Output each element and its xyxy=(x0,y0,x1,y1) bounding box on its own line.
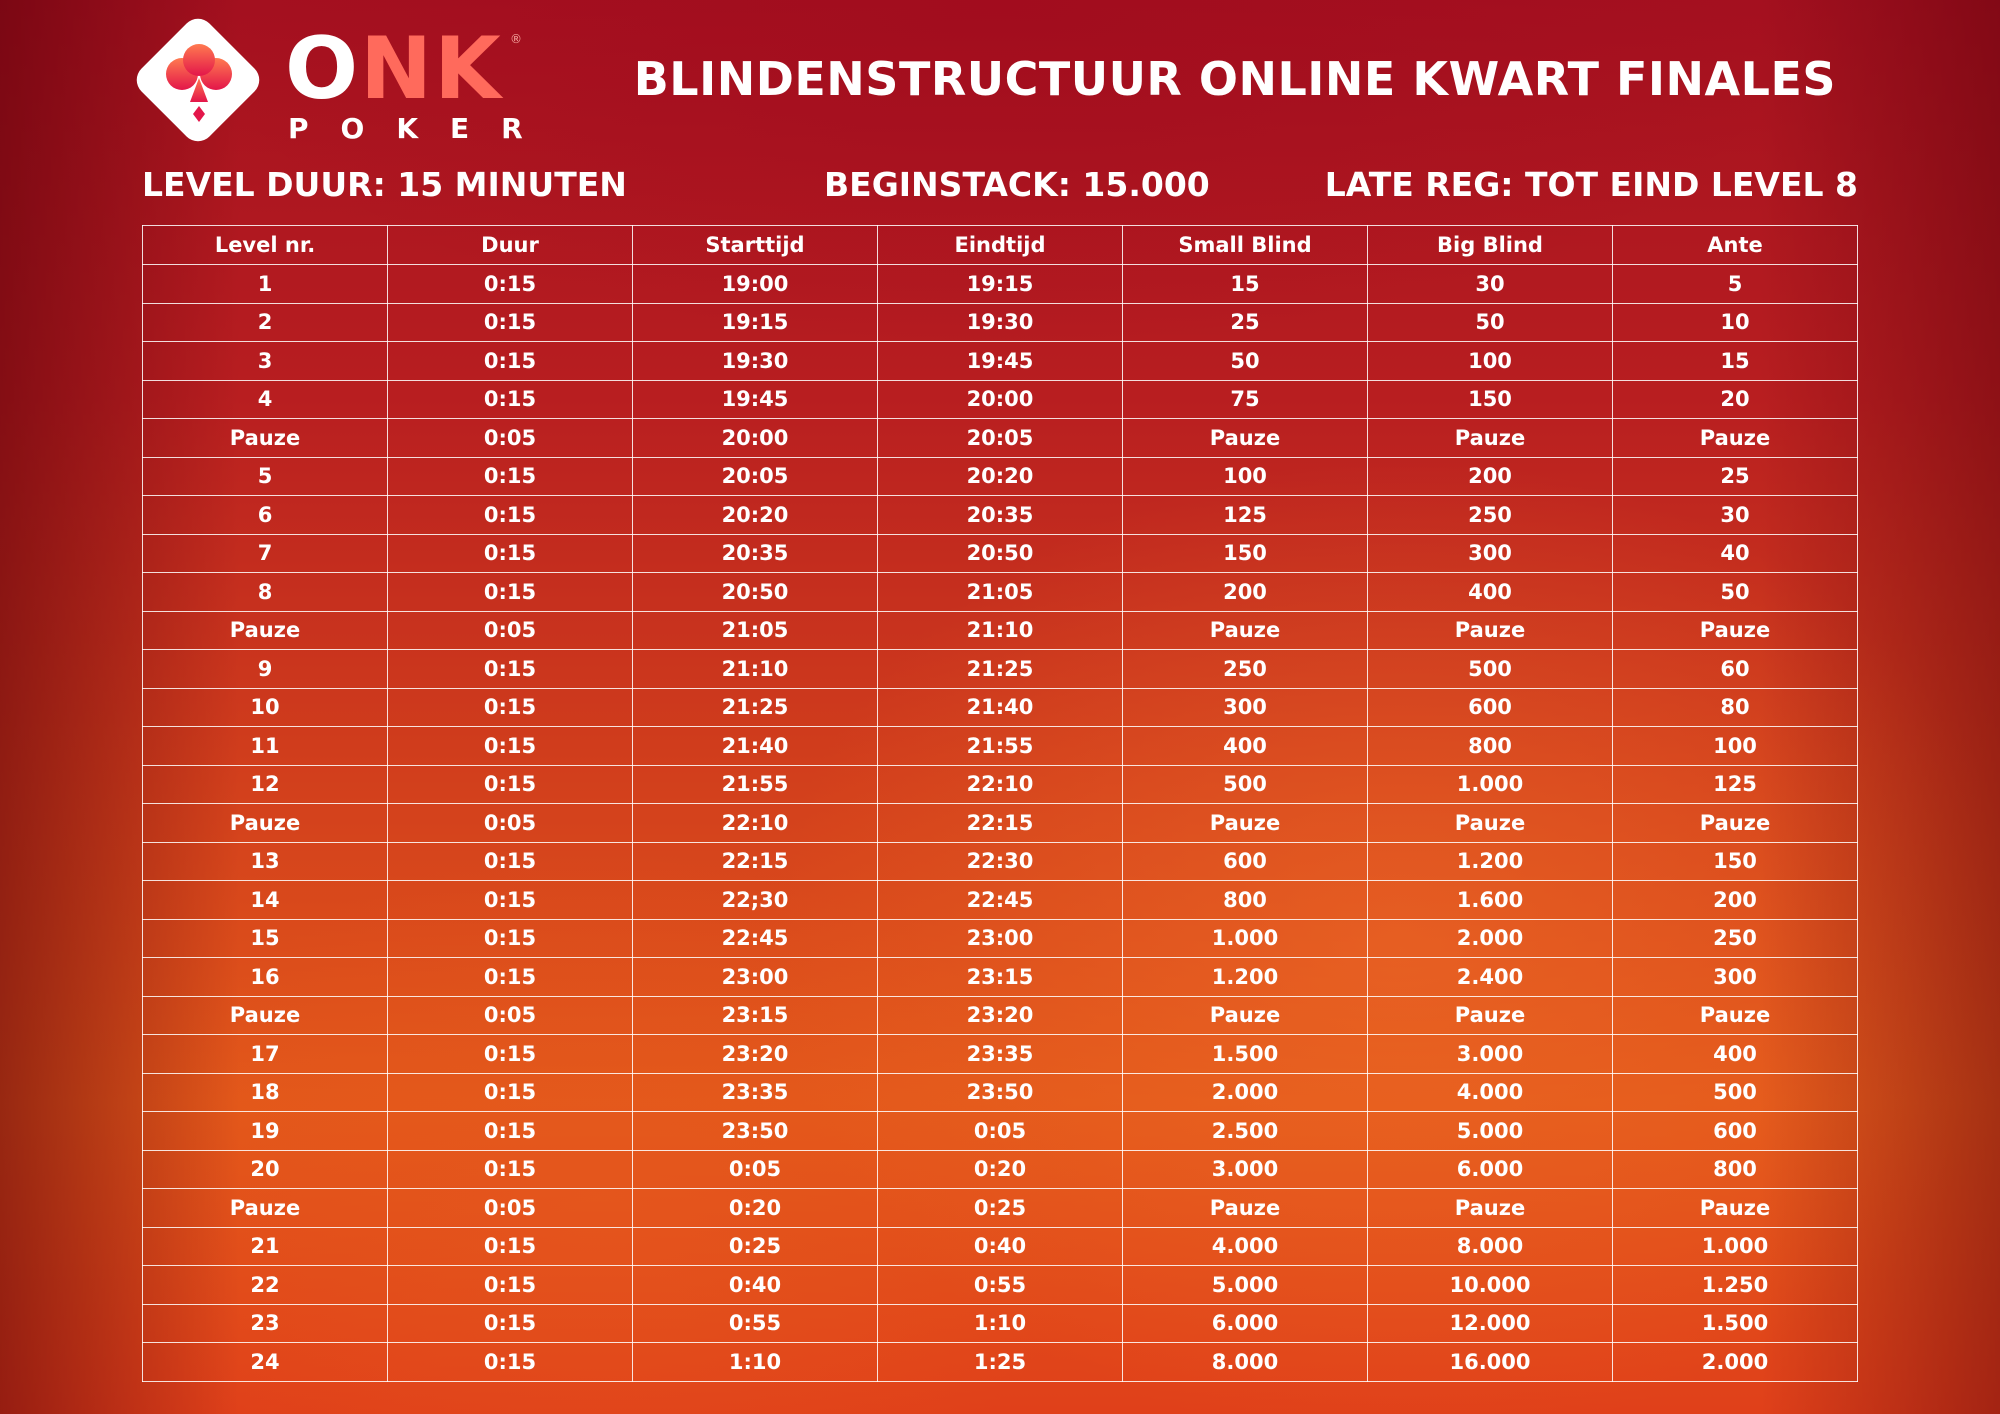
table-cell: 0:15 xyxy=(388,457,633,496)
table-cell: 0:15 xyxy=(388,688,633,727)
level-row xyxy=(143,765,1858,804)
column-header: Small Blind xyxy=(1123,226,1368,265)
table-cell: 23:20 xyxy=(633,1035,878,1074)
table-cell: 40 xyxy=(1613,534,1858,573)
table-cell: 50 xyxy=(1368,303,1613,342)
level-row xyxy=(143,842,1858,881)
table-cell: 50 xyxy=(1613,573,1858,612)
table-cell: 80 xyxy=(1613,688,1858,727)
table-cell: 250 xyxy=(1613,919,1858,958)
table-cell: 0:55 xyxy=(633,1304,878,1343)
table-cell: 25 xyxy=(1123,303,1368,342)
level-row xyxy=(143,1227,1858,1266)
column-header: Big Blind xyxy=(1368,226,1613,265)
table-cell: 8.000 xyxy=(1368,1227,1613,1266)
level-row xyxy=(143,919,1858,958)
table-cell: 0:15 xyxy=(388,265,633,304)
blind-structure-table xyxy=(142,225,1858,1382)
table-cell: 10.000 xyxy=(1368,1266,1613,1305)
table-cell: 4.000 xyxy=(1368,1073,1613,1112)
table-cell: 0:15 xyxy=(388,303,633,342)
table-cell: 300 xyxy=(1613,958,1858,997)
table-cell: 5 xyxy=(1613,265,1858,304)
table-cell: 500 xyxy=(1368,650,1613,689)
table-cell: 22:10 xyxy=(633,804,878,843)
table-cell: 19:15 xyxy=(633,303,878,342)
level-row xyxy=(143,496,1858,535)
table-cell: Pauze xyxy=(1368,996,1613,1035)
table-cell: 23:00 xyxy=(633,958,878,997)
table-cell: 20:05 xyxy=(633,457,878,496)
table-cell: 1:25 xyxy=(878,1343,1123,1382)
level-row xyxy=(143,1035,1858,1074)
table-cell: 6.000 xyxy=(1368,1150,1613,1189)
table-cell: 600 xyxy=(1123,842,1368,881)
table-cell: 21:25 xyxy=(633,688,878,727)
table-cell: 8.000 xyxy=(1123,1343,1368,1382)
level-row xyxy=(143,380,1858,419)
table-cell: 11 xyxy=(143,727,388,766)
table-cell: 23:00 xyxy=(878,919,1123,958)
level-row xyxy=(143,265,1858,304)
table-cell: 2.000 xyxy=(1613,1343,1858,1382)
table-cell: 21 xyxy=(143,1227,388,1266)
table-cell: 1.200 xyxy=(1123,958,1368,997)
table-cell: Pauze xyxy=(1123,419,1368,458)
table-cell: 0:05 xyxy=(878,1112,1123,1151)
table-cell: 0:15 xyxy=(388,1073,633,1112)
table-cell: 22:45 xyxy=(633,919,878,958)
table-cell: 22:30 xyxy=(878,842,1123,881)
table-cell: 0:15 xyxy=(388,958,633,997)
table-cell: 19:15 xyxy=(878,265,1123,304)
table-cell: 600 xyxy=(1368,688,1613,727)
table-cell: 0:15 xyxy=(388,1112,633,1151)
table-cell: 0:15 xyxy=(388,881,633,920)
table-cell: 0:15 xyxy=(388,1304,633,1343)
table-cell: 150 xyxy=(1368,380,1613,419)
table-cell: 0:25 xyxy=(633,1227,878,1266)
column-header: Starttijd xyxy=(633,226,878,265)
table-cell: 0:15 xyxy=(388,919,633,958)
level-row xyxy=(143,534,1858,573)
break-row xyxy=(143,804,1858,843)
table-cell: Pauze xyxy=(1368,419,1613,458)
table-cell: 21:10 xyxy=(878,611,1123,650)
table-cell: 20:00 xyxy=(633,419,878,458)
table-cell: Pauze xyxy=(143,996,388,1035)
table-cell: 21:40 xyxy=(878,688,1123,727)
break-row xyxy=(143,1189,1858,1228)
table-cell: 23:50 xyxy=(878,1073,1123,1112)
table-cell: 0:15 xyxy=(388,496,633,535)
level-row xyxy=(143,573,1858,612)
level-row xyxy=(143,688,1858,727)
table-cell: 15 xyxy=(143,919,388,958)
table-cell: 500 xyxy=(1123,765,1368,804)
table-cell: 200 xyxy=(1613,881,1858,920)
table-cell: 0:15 xyxy=(388,1266,633,1305)
late-registration: LATE REG: TOT EIND LEVEL 8 xyxy=(1324,165,1858,204)
table-cell: Pauze xyxy=(1613,1189,1858,1228)
table-cell: 1.000 xyxy=(1123,919,1368,958)
table-cell: 21:55 xyxy=(633,765,878,804)
table-cell: 0:40 xyxy=(878,1227,1123,1266)
table-cell: Pauze xyxy=(1613,419,1858,458)
table-cell: 400 xyxy=(1613,1035,1858,1074)
table-cell: 0:40 xyxy=(633,1266,878,1305)
table-cell: 23:20 xyxy=(878,996,1123,1035)
page-title: BLINDENSTRUCTUUR ONLINE KWART FINALES xyxy=(633,52,1836,106)
table-cell: Pauze xyxy=(143,804,388,843)
table-cell: 3 xyxy=(143,342,388,381)
table-cell: 0:25 xyxy=(878,1189,1123,1228)
table-cell: 0:15 xyxy=(388,380,633,419)
table-cell: 150 xyxy=(1123,534,1368,573)
table-cell: Pauze xyxy=(1613,611,1858,650)
table-cell: 1:10 xyxy=(878,1304,1123,1343)
table-cell: 0:15 xyxy=(388,842,633,881)
table-cell: 0:05 xyxy=(388,1189,633,1228)
table-cell: 22;30 xyxy=(633,881,878,920)
table-cell: 15 xyxy=(1123,265,1368,304)
break-row xyxy=(143,611,1858,650)
column-header: Level nr. xyxy=(143,226,388,265)
level-row xyxy=(143,303,1858,342)
table-cell: 1.250 xyxy=(1613,1266,1858,1305)
table-cell: 20:50 xyxy=(633,573,878,612)
table-cell: 0:15 xyxy=(388,1150,633,1189)
table-cell: 1.000 xyxy=(1613,1227,1858,1266)
table-cell: 0:15 xyxy=(388,1035,633,1074)
level-row xyxy=(143,958,1858,997)
level-row xyxy=(143,1343,1858,1382)
table-cell: 2.500 xyxy=(1123,1112,1368,1151)
table-cell: 0:20 xyxy=(633,1189,878,1228)
level-row xyxy=(143,650,1858,689)
table-cell: 0:55 xyxy=(878,1266,1123,1305)
level-row xyxy=(143,881,1858,920)
table-cell: 12 xyxy=(143,765,388,804)
table-cell: 24 xyxy=(143,1343,388,1382)
table-cell: 19:45 xyxy=(633,380,878,419)
table-cell: 25 xyxy=(1613,457,1858,496)
table-cell: 2.000 xyxy=(1123,1073,1368,1112)
info-bar xyxy=(142,165,1858,213)
table-cell: 4.000 xyxy=(1123,1227,1368,1266)
table-cell: 250 xyxy=(1123,650,1368,689)
table-cell: 19 xyxy=(143,1112,388,1151)
table-cell: 22:45 xyxy=(878,881,1123,920)
table-cell: 23:35 xyxy=(633,1073,878,1112)
table-cell: 17 xyxy=(143,1035,388,1074)
table-cell: 20:20 xyxy=(633,496,878,535)
table-cell: 5.000 xyxy=(1123,1266,1368,1305)
table-cell: 15 xyxy=(1613,342,1858,381)
table-cell: 0:15 xyxy=(388,534,633,573)
logo-nk: NK xyxy=(360,19,503,119)
break-row xyxy=(143,419,1858,458)
table-cell: 19:30 xyxy=(633,342,878,381)
table-cell: 20:50 xyxy=(878,534,1123,573)
spade-diamond-icon xyxy=(140,20,258,142)
table-cell: 19:45 xyxy=(878,342,1123,381)
level-row xyxy=(143,1266,1858,1305)
break-row xyxy=(143,996,1858,1035)
table-cell: Pauze xyxy=(1123,611,1368,650)
level-row xyxy=(143,1112,1858,1151)
table-cell: 23:15 xyxy=(633,996,878,1035)
table-cell: 5.000 xyxy=(1368,1112,1613,1151)
table-cell: Pauze xyxy=(1123,1189,1368,1228)
table-cell: 0:05 xyxy=(388,804,633,843)
table-cell: 500 xyxy=(1613,1073,1858,1112)
table-cell: 6 xyxy=(143,496,388,535)
table-cell: 400 xyxy=(1123,727,1368,766)
table-cell: 6.000 xyxy=(1123,1304,1368,1343)
table-cell: 22:10 xyxy=(878,765,1123,804)
table-cell: Pauze xyxy=(143,1189,388,1228)
table-cell: Pauze xyxy=(1613,996,1858,1035)
table-cell: 18 xyxy=(143,1073,388,1112)
table-cell: Pauze xyxy=(1368,1189,1613,1228)
table-cell: 300 xyxy=(1123,688,1368,727)
table-cell: 4 xyxy=(143,380,388,419)
table-cell: 10 xyxy=(1613,303,1858,342)
table-cell: 16.000 xyxy=(1368,1343,1613,1382)
table-cell: 19:00 xyxy=(633,265,878,304)
onk-poker-logo xyxy=(140,19,555,145)
table-cell: 60 xyxy=(1613,650,1858,689)
table-cell: 0:15 xyxy=(388,1227,633,1266)
table-cell: 23 xyxy=(143,1304,388,1343)
table-cell: 21:05 xyxy=(878,573,1123,612)
table-cell: 1 xyxy=(143,265,388,304)
table-cell: 12.000 xyxy=(1368,1304,1613,1343)
table-cell: 0:05 xyxy=(388,611,633,650)
table-cell: 0:05 xyxy=(388,419,633,458)
table-cell: 300 xyxy=(1368,534,1613,573)
level-row xyxy=(143,727,1858,766)
start-stack: BEGINSTACK: 15.000 xyxy=(824,165,1210,204)
table-cell: 20:20 xyxy=(878,457,1123,496)
table-cell: 9 xyxy=(143,650,388,689)
table-cell: 2.400 xyxy=(1368,958,1613,997)
column-header: Ante xyxy=(1613,226,1858,265)
level-row xyxy=(143,1073,1858,1112)
table-cell: 30 xyxy=(1613,496,1858,535)
table-cell: 0:15 xyxy=(388,727,633,766)
table-cell: 1.500 xyxy=(1613,1304,1858,1343)
table-cell: 20:35 xyxy=(878,496,1123,535)
table-cell: 400 xyxy=(1368,573,1613,612)
table-cell: 200 xyxy=(1123,573,1368,612)
table-cell: 1.500 xyxy=(1123,1035,1368,1074)
table-cell: 100 xyxy=(1123,457,1368,496)
table-cell: 21:05 xyxy=(633,611,878,650)
table-cell: 3.000 xyxy=(1368,1035,1613,1074)
table-cell: 20:35 xyxy=(633,534,878,573)
table-cell: 0:20 xyxy=(878,1150,1123,1189)
table-cell: 0:15 xyxy=(388,342,633,381)
table-cell: 21:55 xyxy=(878,727,1123,766)
table-cell: 20:00 xyxy=(878,380,1123,419)
table-cell: Pauze xyxy=(1123,804,1368,843)
table-cell: 100 xyxy=(1613,727,1858,766)
table-cell: 125 xyxy=(1613,765,1858,804)
table-body xyxy=(143,265,1858,1382)
table-cell: Pauze xyxy=(143,611,388,650)
table-cell: 14 xyxy=(143,881,388,920)
table-cell: 5 xyxy=(143,457,388,496)
table-cell: 8 xyxy=(143,573,388,612)
table-cell: 22 xyxy=(143,1266,388,1305)
table-cell: 7 xyxy=(143,534,388,573)
table-cell: 0:05 xyxy=(388,996,633,1035)
table-cell: 23:15 xyxy=(878,958,1123,997)
table-cell: 19:30 xyxy=(878,303,1123,342)
level-duration: LEVEL DUUR: 15 MINUTEN xyxy=(142,165,627,204)
table-cell: 13 xyxy=(143,842,388,881)
table-cell: 1.000 xyxy=(1368,765,1613,804)
table-cell: 1.200 xyxy=(1368,842,1613,881)
level-row xyxy=(143,457,1858,496)
level-row xyxy=(143,342,1858,381)
table-cell: 20:05 xyxy=(878,419,1123,458)
table-cell: Pauze xyxy=(1613,804,1858,843)
table-cell: Pauze xyxy=(1368,611,1613,650)
table-cell: 75 xyxy=(1123,380,1368,419)
table-cell: 0:15 xyxy=(388,573,633,612)
table-cell: 100 xyxy=(1368,342,1613,381)
table-cell: 3.000 xyxy=(1123,1150,1368,1189)
table-cell: 2 xyxy=(143,303,388,342)
table-cell: 800 xyxy=(1368,727,1613,766)
logo-o: O xyxy=(285,19,361,119)
logo-wordmark xyxy=(285,19,503,119)
table-cell: 50 xyxy=(1123,342,1368,381)
table-cell: 125 xyxy=(1123,496,1368,535)
table-cell: 22:15 xyxy=(633,842,878,881)
table-cell: 21:25 xyxy=(878,650,1123,689)
registered-mark: ® xyxy=(510,32,522,46)
table-cell: Pauze xyxy=(1368,804,1613,843)
table-cell: Pauze xyxy=(143,419,388,458)
table-cell: 800 xyxy=(1123,881,1368,920)
table-cell: 250 xyxy=(1368,496,1613,535)
table-cell: 0:15 xyxy=(388,650,633,689)
table-cell: 0:05 xyxy=(633,1150,878,1189)
logo-subtitle: POKER xyxy=(288,112,555,145)
column-header: Duur xyxy=(388,226,633,265)
table-cell: 150 xyxy=(1613,842,1858,881)
table-cell: Pauze xyxy=(1123,996,1368,1035)
table-cell: 21:40 xyxy=(633,727,878,766)
table-cell: 20 xyxy=(143,1150,388,1189)
table-cell: 800 xyxy=(1613,1150,1858,1189)
table-cell: 20 xyxy=(1613,380,1858,419)
table-cell: 1.600 xyxy=(1368,881,1613,920)
table-cell: 0:15 xyxy=(388,765,633,804)
table-cell: 22:15 xyxy=(878,804,1123,843)
table-cell: 1:10 xyxy=(633,1343,878,1382)
table-cell: 23:50 xyxy=(633,1112,878,1151)
table-cell: 2.000 xyxy=(1368,919,1613,958)
table-cell: 21:10 xyxy=(633,650,878,689)
table-cell: 10 xyxy=(143,688,388,727)
level-row xyxy=(143,1150,1858,1189)
table-header-row xyxy=(143,226,1858,265)
table-cell: 30 xyxy=(1368,265,1613,304)
table-cell: 16 xyxy=(143,958,388,997)
table-cell: 600 xyxy=(1613,1112,1858,1151)
column-header: Eindtijd xyxy=(878,226,1123,265)
level-row xyxy=(143,1304,1858,1343)
table-cell: 23:35 xyxy=(878,1035,1123,1074)
table-cell: 200 xyxy=(1368,457,1613,496)
table-cell: 0:15 xyxy=(388,1343,633,1382)
